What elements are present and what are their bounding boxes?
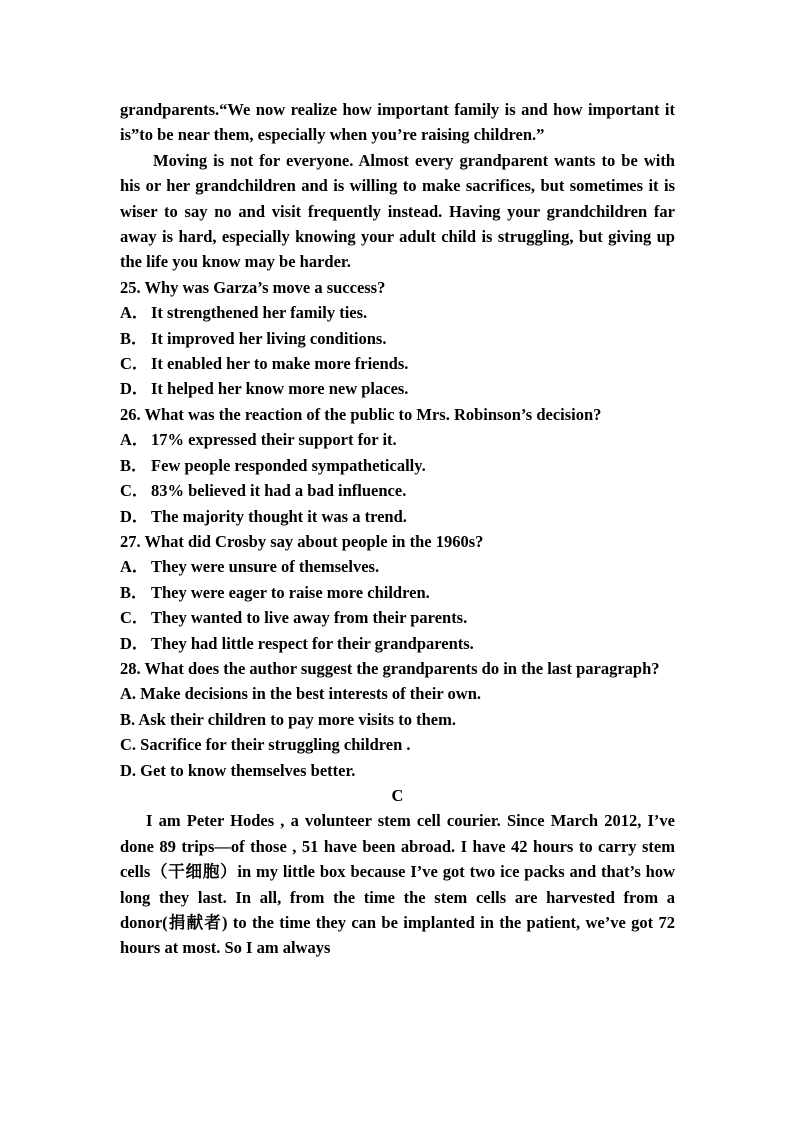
option-letter: C． bbox=[120, 354, 149, 374]
question-28-option-a: A. Make decisions in the best interests of their own. bbox=[120, 684, 482, 704]
option-letter: A． bbox=[120, 303, 149, 323]
document-page bbox=[120, 97, 675, 961]
section-c-paragraph-1: I am Peter Hodes , a volunteer stem cell courier. Since March 2012, I’ve done 89 trips—of those , 51 have been abroad. I have 42 hours to carry stem cells（干细胞）in my little box because I’ve got two ice packs and that’s how long they last. In all, from the time the stem cells are harvested from a donor(捐献者) to the time they can be implanted in the patient, we’ve got 72 hours at most. So I am always bbox=[120, 811, 675, 958]
option-text: They had little respect for their grandparents. bbox=[151, 633, 474, 653]
option-text: They were unsure of themselves. bbox=[151, 557, 380, 577]
question-27-option-c bbox=[120, 605, 675, 630]
question-25-option-c bbox=[120, 351, 675, 376]
passage-b-paragraph-1: grandparents.“We now realize how important family is and how important it is”to be near them, especially when you’re raising children.” bbox=[120, 100, 675, 145]
question-28-stem: 28. What does the author suggest the grandparents do in the last paragraph? bbox=[120, 658, 660, 678]
option-text: They were eager to raise more children. bbox=[151, 582, 430, 602]
passage-b-paragraph-2: Moving is not for everyone. Almost every grandparent wants to be with his or her grandchildren and is willing to make sacrifices, but sometimes it is wiser to say no and visit frequently instead. Having your grandchildren far away is hard, especially knowing your adult child is struggling, but giving up the life you know may be harder. bbox=[120, 150, 675, 272]
question-25-option-b bbox=[120, 326, 675, 351]
option-letter: A． bbox=[120, 557, 149, 577]
option-letter: C． bbox=[120, 481, 149, 501]
option-letter: D． bbox=[120, 506, 149, 526]
option-text: 83% believed it had a bad influence. bbox=[151, 481, 407, 501]
question-27-stem: 27. What did Crosby say about people in the 1960s? bbox=[120, 531, 484, 551]
question-28-option-b: B. Ask their children to pay more visits to them. bbox=[120, 709, 456, 729]
question-26-option-a bbox=[120, 427, 675, 452]
question-27-option-a bbox=[120, 554, 675, 579]
question-28-option-d: D. Get to know themselves better. bbox=[120, 760, 356, 780]
option-text: 17% expressed their support for it. bbox=[151, 430, 397, 450]
option-letter: C． bbox=[120, 608, 149, 628]
question-25-stem: 25. Why was Garza’s move a success? bbox=[120, 277, 386, 297]
question-26-option-d bbox=[120, 504, 675, 529]
option-letter: D． bbox=[120, 379, 149, 399]
option-text: It enabled her to make more friends. bbox=[151, 354, 409, 374]
question-27-option-b bbox=[120, 580, 675, 605]
question-28-option-c: C. Sacrifice for their struggling children . bbox=[120, 735, 411, 755]
option-letter: D． bbox=[120, 633, 149, 653]
question-26-option-c bbox=[120, 478, 675, 503]
question-25-option-a bbox=[120, 300, 675, 325]
option-letter: B． bbox=[120, 582, 148, 602]
question-25-option-d bbox=[120, 376, 675, 401]
option-text: It helped her know more new places. bbox=[151, 379, 409, 399]
question-26-option-b bbox=[120, 453, 675, 478]
option-text: The majority thought it was a trend. bbox=[151, 506, 407, 526]
option-letter: B． bbox=[120, 455, 148, 475]
option-letter: B． bbox=[120, 328, 148, 348]
question-27-option-d bbox=[120, 631, 675, 656]
option-text: It strengthened her family ties. bbox=[151, 303, 368, 323]
option-text: It improved her living conditions. bbox=[151, 328, 387, 348]
question-26-stem: 26. What was the reaction of the public to Mrs. Robinson’s decision? bbox=[120, 404, 602, 424]
option-letter: A． bbox=[120, 430, 149, 450]
option-text: They wanted to live away from their parents. bbox=[151, 608, 468, 628]
option-text: Few people responded sympathetically. bbox=[151, 455, 426, 475]
section-c-heading: C bbox=[391, 785, 404, 805]
